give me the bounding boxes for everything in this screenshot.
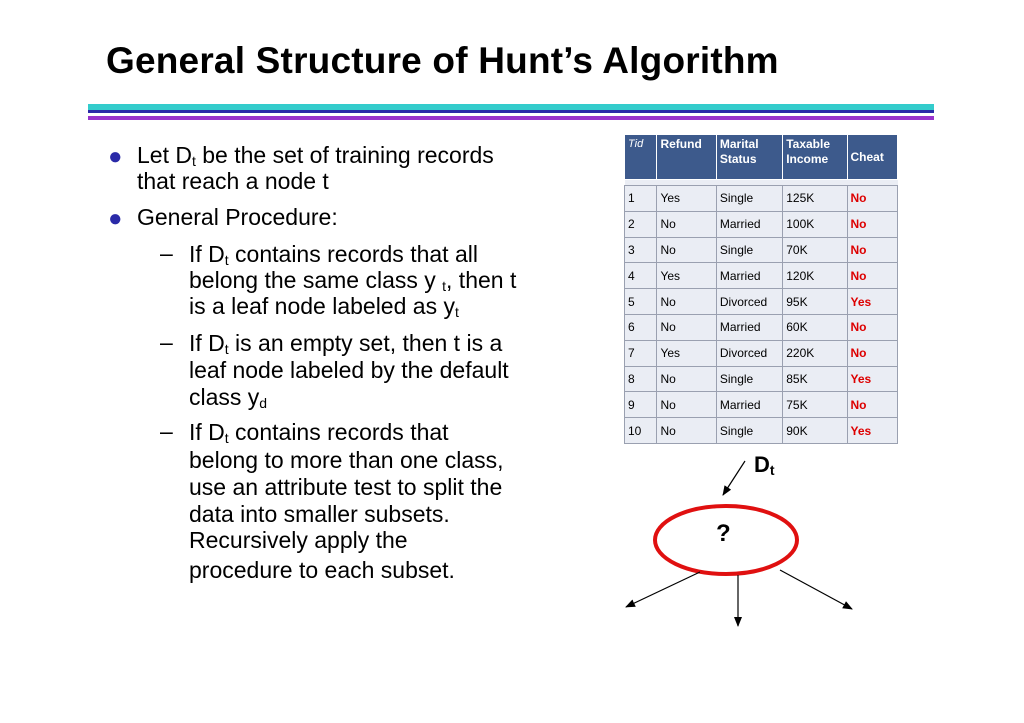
taxable-income-cell: 90K <box>783 418 847 444</box>
sub-bullet-2-line-1: If $D_t$ is an empty set, then t is a <box>189 330 503 357</box>
cheat-cell: No <box>847 186 898 212</box>
sub-bullet-3-line-2: belong to more than one class, <box>189 447 504 473</box>
tid-cell: 2 <box>625 211 657 237</box>
cheat-cell: Yes <box>847 289 898 315</box>
tid-cell: 8 <box>625 366 657 392</box>
refund-cell: No <box>657 366 716 392</box>
cheat-cell: No <box>847 392 898 418</box>
taxable-income-cell: 220K <box>783 340 847 366</box>
refund-cell: No <box>657 314 716 340</box>
header-tid: Tid <box>625 135 657 180</box>
dt-pointer-arrow <box>723 461 745 495</box>
sub-bullet-2-line-3: class $y_d$ <box>189 384 268 411</box>
cheat-cell: No <box>847 340 898 366</box>
node-question-mark: ? <box>716 520 731 547</box>
tid-cell: 6 <box>625 314 657 340</box>
marital-status-cell: Married <box>716 211 782 237</box>
dash-marker: – <box>160 418 173 444</box>
taxable-income-cell: 70K <box>783 237 847 263</box>
tid-cell: 4 <box>625 263 657 289</box>
branch-left-arrow <box>626 572 700 607</box>
bullet-2-text: General Procedure: <box>137 204 338 230</box>
cheat-cell: No <box>847 314 898 340</box>
taxable-income-cell: 75K <box>783 392 847 418</box>
sub-bullet-3-line-4: data into smaller subsets. <box>189 501 450 527</box>
marital-status-cell: Married <box>716 263 782 289</box>
sub-bullet-3-line-6: procedure to each subset. <box>189 557 455 583</box>
sub-bullet-3-line-5: Recursively apply the <box>189 527 408 553</box>
branch-right-arrow <box>780 570 852 609</box>
taxable-income-cell: 85K <box>783 366 847 392</box>
marital-status-cell: Single <box>716 366 782 392</box>
refund-cell: No <box>657 289 716 315</box>
refund-cell: No <box>657 211 716 237</box>
tid-cell: 3 <box>625 237 657 263</box>
taxable-income-cell: 95K <box>783 289 847 315</box>
refund-cell: Yes <box>657 186 716 212</box>
sub-bullet-3-line-3: use an attribute test to split the <box>189 474 503 500</box>
bullet-1-line-2: that reach a node t <box>137 168 329 194</box>
marital-status-cell: Married <box>716 314 782 340</box>
taxable-income-cell: 120K <box>783 263 847 289</box>
bullet-1-line-1: Let $D_t$ be the set of training records <box>137 142 494 169</box>
tid-cell: 9 <box>625 392 657 418</box>
slide-title: General Structure of Hunt’s Algorithm <box>106 40 779 81</box>
tid-cell: 10 <box>625 418 657 444</box>
sub-bullet-3-line-1: If $D_t$ contains records that <box>189 419 449 446</box>
tid-cell: 1 <box>625 186 657 212</box>
cheat-cell: No <box>847 263 898 289</box>
sub-bullet-2-line-2: leaf node labeled by the default <box>189 357 509 383</box>
marital-status-cell: Single <box>716 418 782 444</box>
header-cheat: Cheat <box>847 135 898 180</box>
sub-bullet-1-line-3: is a leaf node labeled as $y_t$ <box>189 293 459 320</box>
marital-status-cell: Divorced <box>716 289 782 315</box>
cheat-cell: Yes <box>847 366 898 392</box>
taxable-income-cell: 125K <box>783 186 847 212</box>
cheat-cell: No <box>847 237 898 263</box>
sub-bullet-1-line-1: If $D_t$ contains records that all <box>189 241 478 268</box>
refund-cell: No <box>657 418 716 444</box>
header-taxable-income: Taxable Income <box>783 135 847 180</box>
refund-cell: No <box>657 392 716 418</box>
taxable-income-cell: 100K <box>783 211 847 237</box>
marital-status-cell: Divorced <box>716 340 782 366</box>
dt-label: $D_t$ <box>754 452 775 478</box>
tid-cell: 7 <box>625 340 657 366</box>
tid-cell: 5 <box>625 289 657 315</box>
bullet-dot: ● <box>108 143 123 170</box>
refund-cell: Yes <box>657 340 716 366</box>
marital-status-cell: Single <box>716 186 782 212</box>
sub-bullet-1-line-2: belong the same class y $_t$, then t <box>189 267 517 294</box>
bullet-dot: ● <box>108 205 123 232</box>
refund-cell: Yes <box>657 263 716 289</box>
cheat-cell: Yes <box>847 418 898 444</box>
dash-marker: – <box>160 240 173 266</box>
refund-cell: No <box>657 237 716 263</box>
dash-marker: – <box>160 329 173 355</box>
taxable-income-cell: 60K <box>783 314 847 340</box>
cheat-cell: No <box>847 211 898 237</box>
marital-status-cell: Single <box>716 237 782 263</box>
header-refund: Refund <box>657 135 716 180</box>
header-marital-status: Marital Status <box>716 135 782 180</box>
marital-status-cell: Married <box>716 392 782 418</box>
